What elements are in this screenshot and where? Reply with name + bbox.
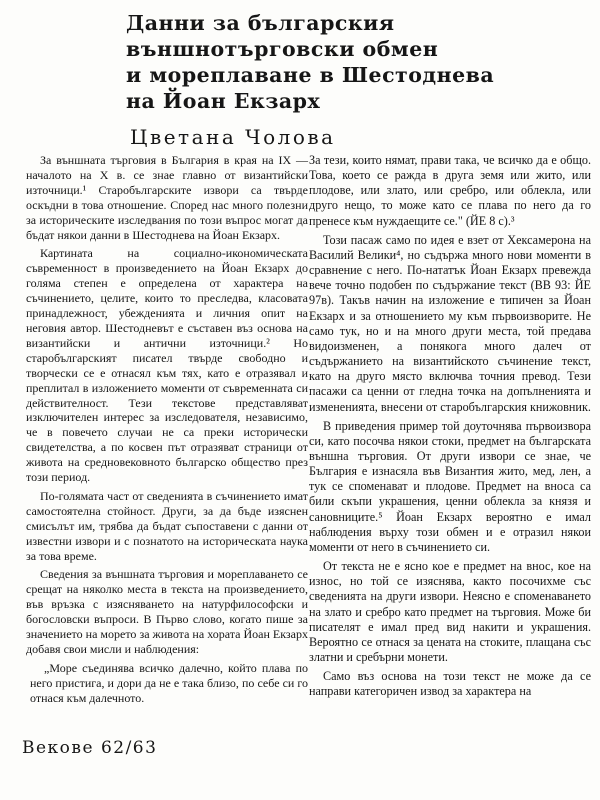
paragraph: Картината на социално-икономическата съвременност в произведението на Йоан Екзарх до голяма степен е определена от характера на съчинението, целите, които то преследва, класовата принадлежност, убежденията и личния опит на неговия автор. Шестодневът е съставен въз основа на византийски и антични източници.² Но старобългарският писател твърде свободно и творчески се е отнасял към тях, като е отразявал и преплитал в изложението моменти от съвременната си действителност. Тези текстове представляват изключителен интерес за изследователя, независимо, че в повечето случаи не са преки исторически свидетелства, а по косвен път отразяват страници от живота на средновековното българско общество през този период. [26,246,308,485]
title-line-3: и мореплаване в Шестоднева [126,63,495,87]
paragraph: За външната търговия в България в края на IX — началото на X в. се знае главно от византийски източници.¹ Старобългарските извори са твърде оскъдни в това отношение. Според нас много полезни за историческите изследвания по този въпрос могат да бъдат някои данни в Шестоднева на Йоан Екзарх. [26,153,308,242]
paragraph: По-голямата част от сведенията в съчинението имат самостоятелна стойност. Други, за да бъде изяснен смисълът им, трябва да бъдат съпоставени с данни от известни извори и с познатото на историческата наука за това време. [26,488,308,563]
paragraph: От текста не е ясно кое е предмет на внос, кое на износ, но той се изяснява, както посочихме със сведенията на други извори. Неясно е споменаването на злато и сребро като предмет на търговия. Може би писателят е имал пред вид накити и украшения. Вероятно се отнася за цената на стоките, плащана със златни и сребърни монети. [309,559,591,664]
paragraph: Сведения за външната търговия и мореплаването се срещат на няколко места в текста на произведението, във връзка с изясняването на натурфилософски и богословски въпроси. В Първо слово, когато пише за значението на морето за живота на хората Йоан Екзарх добавя свои мисли и наблюдения: [26,567,308,656]
quote-paragraph: „Море съединява всичко далечно, който плава по него пристига, и дори да не е така близо, по себе си го отнася към далечното. [30,660,308,705]
article-author: Цветана Чолова [130,125,336,149]
article-title [126,10,566,114]
journal-footer: Векове 62/63 [22,738,158,758]
title-line-1: Данни за българския [126,11,395,35]
paragraph: Само въз основа на този текст не може да се направи категоричен извод за характера на [309,669,591,699]
paragraph: За тези, които нямат, прави така, че всичко да е общо. Това, което се ражда в друга земя или жито, или плодове, или злато, или сребро, или облекла, или друго нещо, то може като се плава по него да го пренесе към нуждаещите се." (ЙЕ 8 с).³ [309,153,591,228]
left-column [26,153,308,710]
title-line-4: на Йоан Екзарх [126,89,321,113]
paragraph: Този пасаж само по идея е взет от Хексамерона на Василий Велики⁴, но съдържа много нови моменти в сравнение с него. По-нататък Йоан Екзарх превежда вече точно подобен по съдържание текст (ВВ 93: ЙЕ 97в). Такъв начин на изложение е типичен за Йоан Екзарх и за отношението му към първоизворите. Не само тук, но и на много други места, той предава видоизменен, а понякога много далеч от съдържанието на византийското съчинение текст, като на друго място включва точния превод. Тези пасажи са ценни от гледна точка на допълненията и измененията, внесени от старобългарския книжовник. [309,232,591,414]
right-column [309,153,591,703]
title-line-2: външнотърговски обмен [126,37,439,61]
paragraph: В приведения пример той доуточнява първоизвора си, като посочва някои стоки, предмет на българската външна търговия. От други извори се знае, че България е изнасяла във Византия жито, мед, лен, а тук се споменават и плодове. Предмет на вноса са били скъпи украшения, ценни облекла за князя и сановниците.⁵ Йоан Екзарх вероятно е имал наблюдения върху този обмен и е отразил някои моменти от него в съчинението си. [309,418,591,554]
